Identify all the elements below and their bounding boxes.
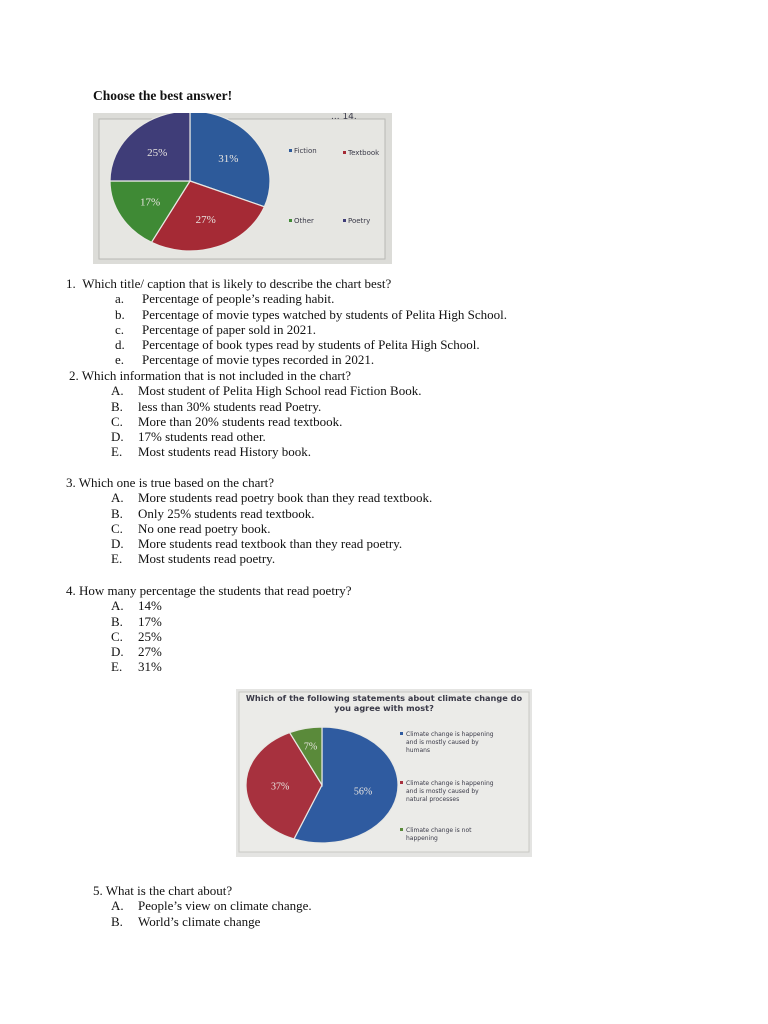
- question-number: 1.: [66, 276, 76, 291]
- option-a[interactable]: [111, 490, 433, 506]
- question-stem: [69, 368, 351, 383]
- legend-label-2-line-3: natural processes: [406, 796, 460, 803]
- option-label: a.: [115, 291, 125, 307]
- option-a[interactable]: [111, 598, 352, 613]
- option-label: E.: [111, 659, 123, 675]
- question-1: [66, 276, 508, 368]
- question-stem: [66, 583, 352, 598]
- option-c[interactable]: [111, 414, 351, 429]
- option-label: B.: [111, 613, 123, 629]
- question-stem: [66, 276, 391, 291]
- option-label: c.: [115, 321, 125, 337]
- option-label: C.: [111, 628, 123, 644]
- legend-swatch-1: [400, 732, 403, 735]
- question-text: How many percentage the students that read poetry?: [79, 583, 352, 598]
- data-label-climate-change-is-happening-and-is-mostl: 56%: [353, 786, 373, 798]
- question-number: 5.: [93, 883, 103, 898]
- option-b[interactable]: [111, 505, 315, 521]
- option-c[interactable]: [115, 322, 391, 337]
- book-types-chart-photo: [93, 113, 392, 264]
- option-text: Percentage of paper sold in 2021.: [142, 321, 317, 337]
- question-text: Which title/ caption that is likely to describe the chart best?: [82, 276, 392, 291]
- partial-header-text: ... 14.: [331, 113, 357, 122]
- option-b[interactable]: [111, 614, 352, 629]
- option-text: less than 30% students read Poetry.: [138, 398, 322, 414]
- data-label-poetry: 25%: [147, 147, 168, 160]
- legend-swatch-2: [400, 781, 403, 784]
- option-text: World’s climate change: [138, 913, 261, 929]
- data-label-textbook: 27%: [195, 214, 216, 227]
- question-5: [93, 883, 312, 929]
- data-label-fiction: 31%: [218, 153, 239, 166]
- legend-label-2-line-1: Climate change is happening: [406, 780, 494, 787]
- option-text: More students read poetry book than they read textbook.: [138, 490, 433, 506]
- option-text: Most student of Pelita High School read Fiction Book.: [138, 383, 422, 399]
- option-text: Percentage of movie types watched by students of Pelita High School.: [142, 306, 508, 322]
- option-label: d.: [115, 337, 125, 353]
- option-label: A.: [111, 898, 124, 914]
- question-text: Which information that is not included in the chart?: [81, 368, 352, 383]
- legend-label-3-line-2: happening: [406, 835, 438, 842]
- option-a[interactable]: [111, 383, 422, 399]
- legend-label-fiction: Fiction: [294, 147, 317, 155]
- legend-label-3-line-1: Climate change is not: [406, 827, 472, 834]
- legend-label-2-line-2: and is mostly caused by: [406, 788, 479, 795]
- legend-label-1-line-2: and is mostly caused by: [406, 739, 479, 746]
- question-text: What is the chart about?: [105, 883, 233, 898]
- option-label: B.: [111, 913, 123, 929]
- chart-title-line-1: Which of the following statements about climate change do: [245, 693, 523, 703]
- option-e[interactable]: [111, 551, 274, 566]
- legend-swatch-fiction: [289, 149, 292, 152]
- option-e[interactable]: [115, 352, 391, 367]
- option-label: e.: [115, 352, 125, 368]
- book-types-pie-chart: [93, 113, 392, 264]
- legend-label-1-line-1: Climate change is happening: [406, 731, 494, 738]
- question-2: [69, 368, 422, 460]
- option-text: No one read poetry book.: [138, 520, 271, 536]
- question-stem: [66, 475, 274, 490]
- legend-label-textbook: Textbook: [348, 149, 380, 157]
- option-a[interactable]: [115, 291, 391, 306]
- option-text: 17% students read other.: [138, 429, 266, 445]
- option-text: More than 20% students read textbook.: [138, 413, 343, 429]
- climate-chart-photo: [236, 689, 532, 857]
- option-label: C.: [111, 520, 123, 536]
- option-label: B.: [111, 505, 123, 521]
- option-label: D.: [111, 429, 124, 445]
- legend-label-1-line-3: humans: [406, 747, 431, 754]
- option-d[interactable]: [111, 429, 351, 444]
- option-text: 25%: [138, 628, 162, 644]
- question-stem: [93, 883, 232, 898]
- question-text: Which one is true based on the chart?: [78, 475, 275, 490]
- instruction-heading: Choose the best answer!: [93, 88, 233, 103]
- legend-label-poetry: Poetry: [348, 217, 371, 225]
- option-text: Percentage of movie types recorded in 2021.: [142, 352, 375, 368]
- data-label-climate-change-is-not-happening: 7%: [303, 741, 318, 753]
- option-label: C.: [111, 413, 123, 429]
- option-e[interactable]: [111, 444, 351, 459]
- option-label: A.: [111, 490, 124, 506]
- legend-swatch-textbook: [343, 151, 346, 154]
- option-d[interactable]: [115, 337, 480, 353]
- data-label-climate-change-is-happening-and-is-mostl: 37%: [271, 781, 290, 793]
- question-number: 2.: [69, 368, 79, 383]
- option-label: A.: [111, 383, 124, 399]
- option-text: More students read textbook than they read poetry.: [138, 536, 403, 552]
- question-4: [66, 583, 352, 675]
- option-b[interactable]: [111, 399, 351, 414]
- option-text: People’s view on climate change.: [138, 898, 312, 914]
- option-text: Most students read poetry.: [138, 551, 276, 567]
- option-label: E.: [111, 551, 123, 567]
- legend-swatch-3: [400, 828, 403, 831]
- option-label: D.: [111, 644, 124, 660]
- option-label: b.: [115, 306, 125, 322]
- question-number: 3.: [66, 475, 76, 490]
- option-text: Only 25% students read textbook.: [138, 505, 315, 521]
- option-text: Percentage of book types read by students of Pelita High School.: [142, 337, 480, 353]
- option-e[interactable]: [111, 659, 352, 674]
- option-b[interactable]: [115, 306, 508, 322]
- question-number: 4.: [66, 583, 76, 598]
- chart-title-line-2: you agree with most?: [334, 703, 434, 713]
- option-label: D.: [111, 536, 124, 552]
- option-text: Most students read History book.: [138, 444, 311, 460]
- legend-label-other: Other: [294, 217, 314, 225]
- option-label: A.: [111, 598, 124, 614]
- option-b[interactable]: [111, 913, 261, 929]
- option-label: B.: [111, 398, 123, 414]
- option-c[interactable]: [111, 629, 352, 644]
- option-text: 17%: [138, 613, 162, 629]
- option-text: 31%: [138, 659, 162, 675]
- option-d[interactable]: [111, 536, 403, 552]
- option-text: 14%: [138, 598, 162, 614]
- option-a[interactable]: [111, 898, 312, 914]
- option-c[interactable]: [111, 521, 274, 536]
- data-label-other: 17%: [139, 196, 161, 209]
- option-text: Percentage of people’s reading habit.: [142, 291, 335, 307]
- option-text: 27%: [138, 644, 162, 660]
- option-d[interactable]: [111, 644, 352, 659]
- option-label: E.: [111, 444, 123, 460]
- question-3: [66, 475, 433, 567]
- climate-change-pie-chart: [236, 689, 532, 857]
- legend-swatch-poetry: [343, 219, 346, 222]
- legend-swatch-other: [289, 219, 292, 222]
